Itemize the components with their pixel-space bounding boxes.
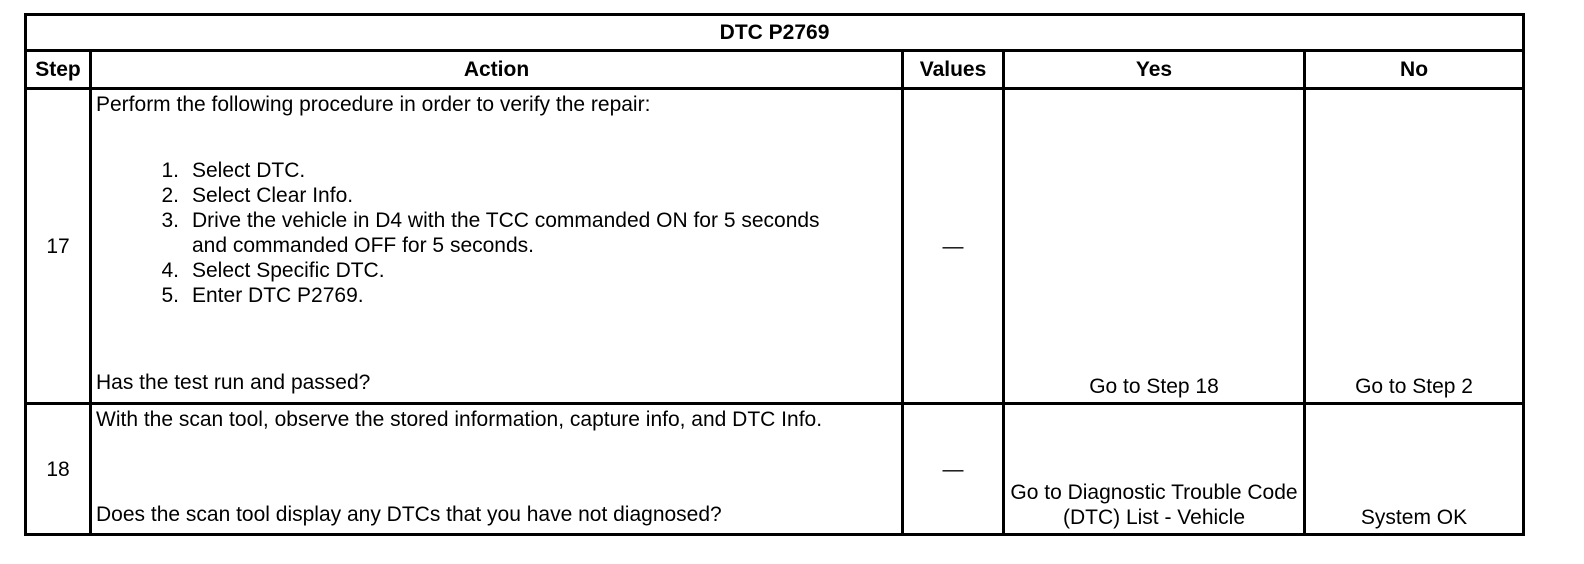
table-title: DTC P2769 — [26, 15, 1524, 51]
table-row-step-18 — [26, 404, 1524, 535]
procedure-step-number: 1. — [161, 159, 179, 182]
procedure-step-number: 4. — [161, 259, 179, 282]
procedure-step — [96, 208, 842, 258]
yes-link[interactable]: Go to Diagnostic Trouble Code (DTC) List - Vehicle — [1004, 404, 1305, 535]
procedure-step-text: Select DTC. — [192, 159, 306, 182]
step-number: 17 — [26, 89, 91, 404]
procedure-step-number: 3. — [161, 209, 179, 232]
procedure-intro: Perform the following procedure in order to verify the repair: — [96, 93, 651, 116]
diagnosis-question: Does the scan tool display any DTCs that you have not diagnosed? — [96, 503, 722, 526]
header-no: No — [1305, 51, 1524, 89]
values-cell: — — [903, 404, 1004, 535]
header-step: Step — [26, 51, 91, 89]
procedure-step — [96, 158, 842, 183]
dtc-table — [24, 13, 1525, 536]
procedure-step — [96, 283, 842, 308]
header-yes: Yes — [1004, 51, 1305, 89]
procedure-step-text: Select Specific DTC. — [192, 259, 385, 282]
procedure-step-text: Select Clear Info. — [192, 184, 354, 207]
verification-question: Has the test run and passed? — [96, 371, 371, 394]
header-values: Values — [903, 51, 1004, 89]
action-cell — [91, 404, 903, 535]
yes-link[interactable]: Go to Step 18 — [1004, 89, 1305, 404]
step-number: 18 — [26, 404, 91, 535]
procedure-step — [96, 183, 842, 208]
procedure-step-number: 5. — [161, 284, 179, 307]
no-result: System OK — [1305, 404, 1524, 535]
procedure-steps — [96, 158, 842, 308]
values-cell: — — [903, 89, 1004, 404]
procedure-step-text: Enter DTC P2769. — [192, 284, 364, 307]
table-row-step-17 — [26, 89, 1524, 404]
no-link[interactable]: Go to Step 2 — [1305, 89, 1524, 404]
procedure-step — [96, 258, 842, 283]
header-action: Action — [91, 51, 903, 89]
procedure-step-text: Drive the vehicle in D4 with the TCC commanded ON for 5 seconds and commanded OFF for 5 seconds. — [192, 209, 820, 257]
action-cell — [91, 89, 903, 404]
observation-instruction: With the scan tool, observe the stored information, capture info, and DTC Info. — [96, 408, 823, 431]
procedure-step-number: 2. — [161, 184, 179, 207]
